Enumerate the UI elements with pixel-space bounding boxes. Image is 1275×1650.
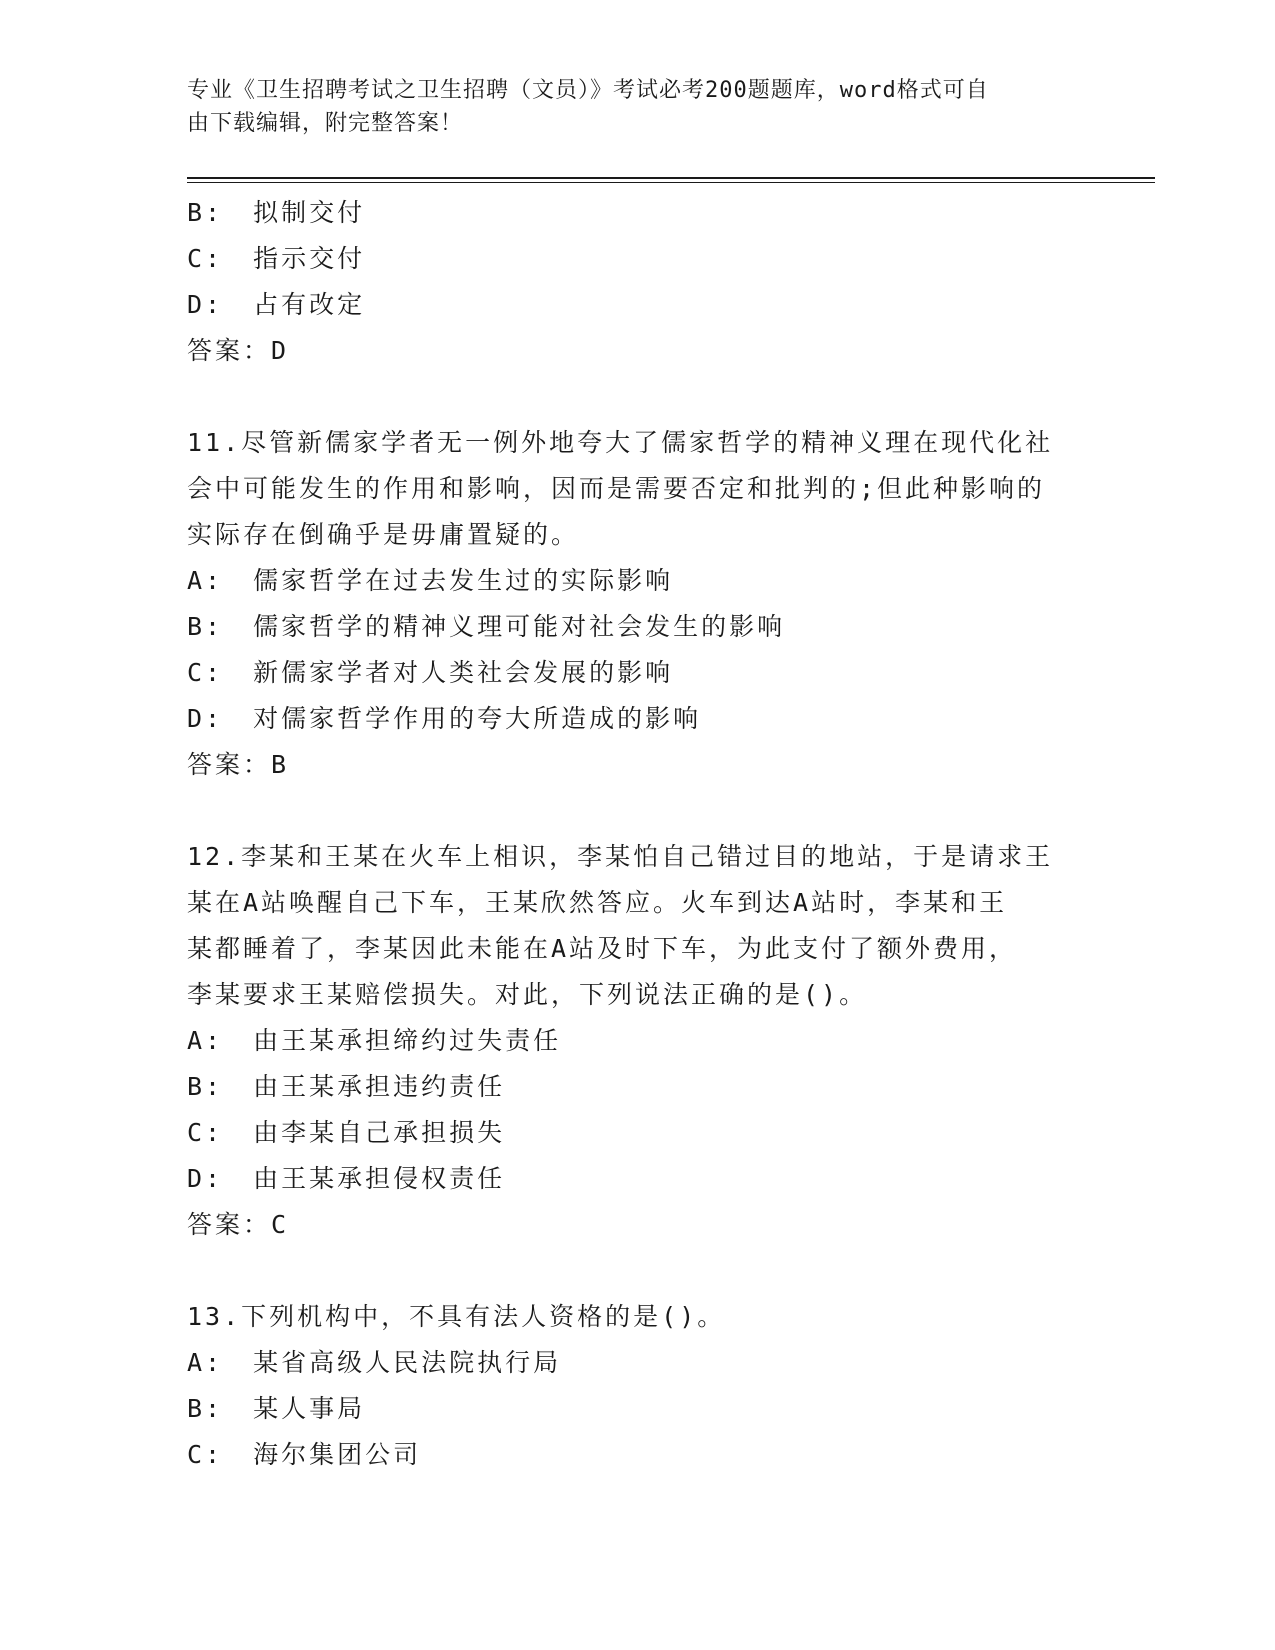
header-divider-thick [187,177,1155,179]
option-text: 拟制交付 [253,198,366,227]
option-text: 儒家哲学在过去发生过的实际影响 [253,566,674,595]
option-text: 对儒家哲学作用的夸大所造成的影响 [253,704,702,733]
question-stem-line: 某都睡着了，李某因此未能在A站及时下车，为此支付了额外费用， [187,934,1018,963]
option-c: C: 指示交付 [187,244,366,273]
option-d: D: 占有改定 [187,290,366,319]
option-text: 指示交付 [253,244,366,273]
option-c: C: 新儒家学者对人类社会发展的影响 [187,658,674,687]
header-line-1: 专业《卫生招聘考试之卫生招聘（文员）》考试必考200题题库，word格式可自 [187,78,989,103]
question-11 [187,420,1087,788]
question-stem-line: 某在A站唤醒自己下车，王某欣然答应。火车到达A站时，李某和王 [187,888,1008,917]
option-text: 儒家哲学的精神义理可能对社会发生的影响 [253,612,786,641]
option-c: C: 海尔集团公司 [187,1440,422,1469]
option-c: C: 由李某自己承担损失 [187,1118,506,1147]
answer-line: 答案：C [187,1210,290,1239]
question-stem-line: 13.下列机构中，不具有法人资格的是()。 [187,1302,726,1331]
option-text: 某人事局 [253,1394,366,1423]
header-line-2: 由下载编辑，附完整答案！ [187,111,464,136]
option-d: D: 由王某承担侵权责任 [187,1164,506,1193]
document-page [187,0,1155,1650]
option-a: A: 某省高级人民法院执行局 [187,1348,562,1377]
question-stem-line: 12.李某和王某在火车上相识，李某怕自己错过目的地站，于是请求王 [187,842,1054,871]
option-text: 占有改定 [253,290,366,319]
option-text: 由王某承担缔约过失责任 [253,1026,562,1055]
option-a: A: 由王某承担缔约过失责任 [187,1026,562,1055]
option-text: 由王某承担违约责任 [253,1072,506,1101]
question-10-tail [187,190,1087,374]
option-b: B: 儒家哲学的精神义理可能对社会发生的影响 [187,612,786,641]
option-d: D: 对儒家哲学作用的夸大所造成的影响 [187,704,702,733]
option-b: B: 由王某承担违约责任 [187,1072,506,1101]
document-header [187,74,1067,140]
question-stem-line: 11.尽管新儒家学者无一例外地夸大了儒家哲学的精神义理在现代化社 [187,428,1054,457]
option-a: A: 儒家哲学在过去发生过的实际影响 [187,566,674,595]
option-text: 某省高级人民法院执行局 [253,1348,562,1377]
question-stem-line: 李某要求王某赔偿损失。对此，下列说法正确的是()。 [187,980,868,1009]
option-b: B: 拟制交付 [187,198,366,227]
answer-line: 答案：B [187,750,290,779]
option-text: 由王某承担侵权责任 [253,1164,506,1193]
question-12 [187,834,1087,1248]
question-stem-line: 实际存在倒确乎是毋庸置疑的。 [187,520,580,549]
option-text: 海尔集团公司 [253,1440,422,1469]
question-list [187,190,1087,1478]
header-divider-thin [187,182,1155,183]
option-text: 新儒家学者对人类社会发展的影响 [253,658,674,687]
option-b: B: 某人事局 [187,1394,366,1423]
option-text: 由李某自己承担损失 [253,1118,506,1147]
question-stem-line: 会中可能发生的作用和影响，因而是需要否定和批判的;但此种影响的 [187,474,1046,503]
question-13 [187,1294,1087,1478]
answer-line: 答案：D [187,336,290,365]
